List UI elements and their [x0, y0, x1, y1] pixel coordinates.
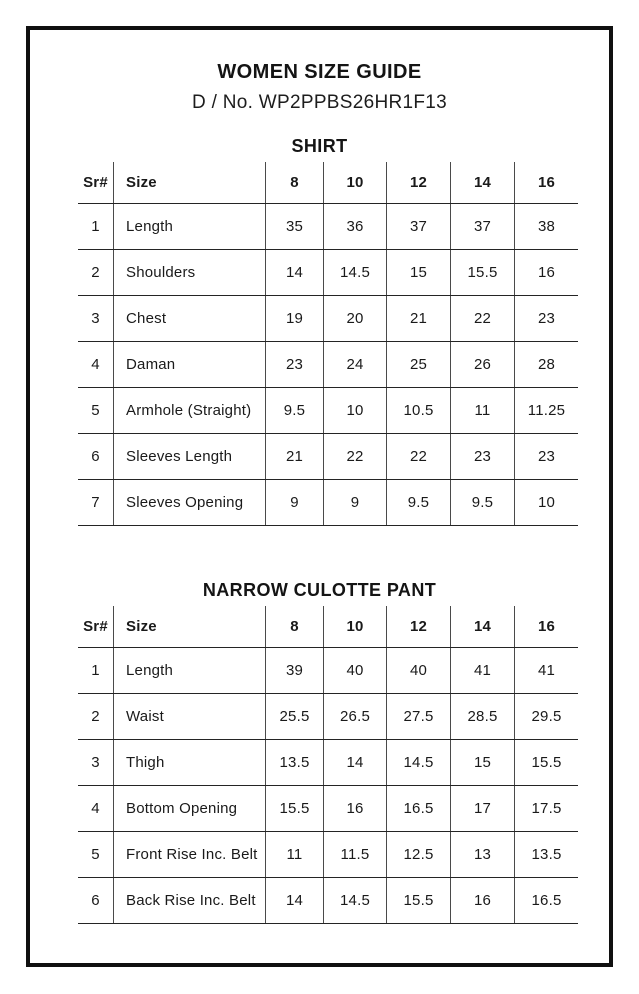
size-value-cell: 17	[451, 786, 515, 832]
sr-number-cell: 1	[78, 204, 114, 250]
size-value-cell: 20	[324, 296, 387, 342]
header-row	[78, 162, 578, 204]
size-value-cell: 15	[387, 250, 451, 296]
measurement-name-cell: Armhole (Straight)	[114, 388, 266, 434]
size-value-cell: 28	[515, 342, 579, 388]
size-value-cell: 41	[515, 648, 579, 694]
size-value-cell: 19	[266, 296, 324, 342]
page-title: WOMEN SIZE GUIDE	[217, 61, 422, 83]
size-value-cell: 14.5	[324, 250, 387, 296]
measurement-name-cell: Length	[114, 648, 266, 694]
sr-number-cell: 1	[78, 648, 114, 694]
size-value-cell: 14	[324, 740, 387, 786]
sr-number-cell: 4	[78, 342, 114, 388]
size-value-cell: 21	[266, 434, 324, 480]
size-value-cell: 9.5	[387, 480, 451, 526]
column-header-sr: Sr#	[78, 162, 114, 204]
size-value-cell: 11.5	[324, 832, 387, 878]
size-value-cell: 14	[266, 250, 324, 296]
size-value-cell: 15	[451, 740, 515, 786]
size-value-cell: 9	[266, 480, 324, 526]
column-header-8: 8	[266, 162, 324, 204]
pant-table-title: NARROW CULOTTE PANT	[202, 580, 437, 600]
table-row	[78, 342, 578, 388]
size-value-cell: 16.5	[515, 878, 579, 924]
size-value-cell: 22	[324, 434, 387, 480]
sr-number-cell: 3	[78, 296, 114, 342]
size-value-cell: 40	[387, 648, 451, 694]
size-value-cell: 35	[266, 204, 324, 250]
column-header-12: 12	[387, 606, 451, 648]
size-value-cell: 14	[266, 878, 324, 924]
size-value-cell: 23	[515, 296, 579, 342]
column-header-14: 14	[451, 162, 515, 204]
size-value-cell: 13.5	[515, 832, 579, 878]
size-value-cell: 25	[387, 342, 451, 388]
shirt-table-title: SHIRT	[291, 136, 348, 156]
shirt-size-table	[78, 162, 578, 526]
size-value-cell: 10	[324, 388, 387, 434]
table-row	[78, 296, 578, 342]
column-header-10: 10	[324, 606, 387, 648]
table-row	[78, 434, 578, 480]
size-value-cell: 13.5	[266, 740, 324, 786]
table-row	[78, 250, 578, 296]
size-value-cell: 17.5	[515, 786, 579, 832]
size-value-cell: 23	[451, 434, 515, 480]
size-value-cell: 13	[451, 832, 515, 878]
border-frame	[26, 26, 613, 967]
size-value-cell: 11	[266, 832, 324, 878]
measurement-name-cell: Daman	[114, 342, 266, 388]
measurement-name-cell: Waist	[114, 694, 266, 740]
size-value-cell: 28.5	[451, 694, 515, 740]
table-row	[78, 648, 578, 694]
column-header-10: 10	[324, 162, 387, 204]
size-value-cell: 36	[324, 204, 387, 250]
size-value-cell: 23	[515, 434, 579, 480]
sr-number-cell: 4	[78, 786, 114, 832]
measurement-name-cell: Length	[114, 204, 266, 250]
size-value-cell: 22	[451, 296, 515, 342]
size-value-cell: 9.5	[451, 480, 515, 526]
size-value-cell: 40	[324, 648, 387, 694]
measurement-name-cell: Thigh	[114, 740, 266, 786]
size-value-cell: 15.5	[515, 740, 579, 786]
measurement-name-cell: Chest	[114, 296, 266, 342]
size-value-cell: 37	[387, 204, 451, 250]
size-value-cell: 16	[324, 786, 387, 832]
pant-size-table	[78, 606, 578, 924]
column-header-sr: Sr#	[78, 606, 114, 648]
size-value-cell: 10.5	[387, 388, 451, 434]
table-row	[78, 694, 578, 740]
sr-number-cell: 3	[78, 740, 114, 786]
table-row	[78, 740, 578, 786]
measurement-name-cell: Bottom Opening	[114, 786, 266, 832]
sr-number-cell: 5	[78, 832, 114, 878]
size-value-cell: 27.5	[387, 694, 451, 740]
size-value-cell: 15.5	[387, 878, 451, 924]
measurement-name-cell: Sleeves Opening	[114, 480, 266, 526]
size-value-cell: 11	[451, 388, 515, 434]
table-row	[78, 204, 578, 250]
sr-number-cell: 5	[78, 388, 114, 434]
sr-number-cell: 2	[78, 250, 114, 296]
measurement-name-cell: Front Rise Inc. Belt	[114, 832, 266, 878]
size-value-cell: 16	[515, 250, 579, 296]
size-value-cell: 24	[324, 342, 387, 388]
size-value-cell: 12.5	[387, 832, 451, 878]
size-value-cell: 15.5	[451, 250, 515, 296]
size-value-cell: 26.5	[324, 694, 387, 740]
size-value-cell: 16.5	[387, 786, 451, 832]
table-row	[78, 832, 578, 878]
measurement-name-cell: Sleeves Length	[114, 434, 266, 480]
column-header-16: 16	[515, 606, 579, 648]
size-value-cell: 41	[451, 648, 515, 694]
size-value-cell: 38	[515, 204, 579, 250]
header-row	[78, 606, 578, 648]
size-value-cell: 21	[387, 296, 451, 342]
size-value-cell: 37	[451, 204, 515, 250]
size-value-cell: 14.5	[387, 740, 451, 786]
size-value-cell: 23	[266, 342, 324, 388]
table-row	[78, 878, 578, 924]
size-value-cell: 15.5	[266, 786, 324, 832]
measurement-name-cell: Shoulders	[114, 250, 266, 296]
column-header-14: 14	[451, 606, 515, 648]
table-row	[78, 480, 578, 526]
size-value-cell: 9	[324, 480, 387, 526]
table-row	[78, 786, 578, 832]
size-value-cell: 25.5	[266, 694, 324, 740]
sr-number-cell: 7	[78, 480, 114, 526]
size-value-cell: 9.5	[266, 388, 324, 434]
measurement-name-cell: Back Rise Inc. Belt	[114, 878, 266, 924]
size-value-cell: 26	[451, 342, 515, 388]
column-header-8: 8	[266, 606, 324, 648]
column-header-size: Size	[114, 606, 266, 648]
sr-number-cell: 6	[78, 878, 114, 924]
size-value-cell: 29.5	[515, 694, 579, 740]
size-value-cell: 22	[387, 434, 451, 480]
size-value-cell: 14.5	[324, 878, 387, 924]
column-header-16: 16	[515, 162, 579, 204]
table-row	[78, 388, 578, 434]
column-header-12: 12	[387, 162, 451, 204]
size-value-cell: 39	[266, 648, 324, 694]
column-header-size: Size	[114, 162, 266, 204]
size-value-cell: 16	[451, 878, 515, 924]
sr-number-cell: 6	[78, 434, 114, 480]
sr-number-cell: 2	[78, 694, 114, 740]
size-value-cell: 11.25	[515, 388, 579, 434]
design-number: D / No. WP2PPBS26HR1F13	[191, 92, 448, 113]
size-value-cell: 10	[515, 480, 579, 526]
